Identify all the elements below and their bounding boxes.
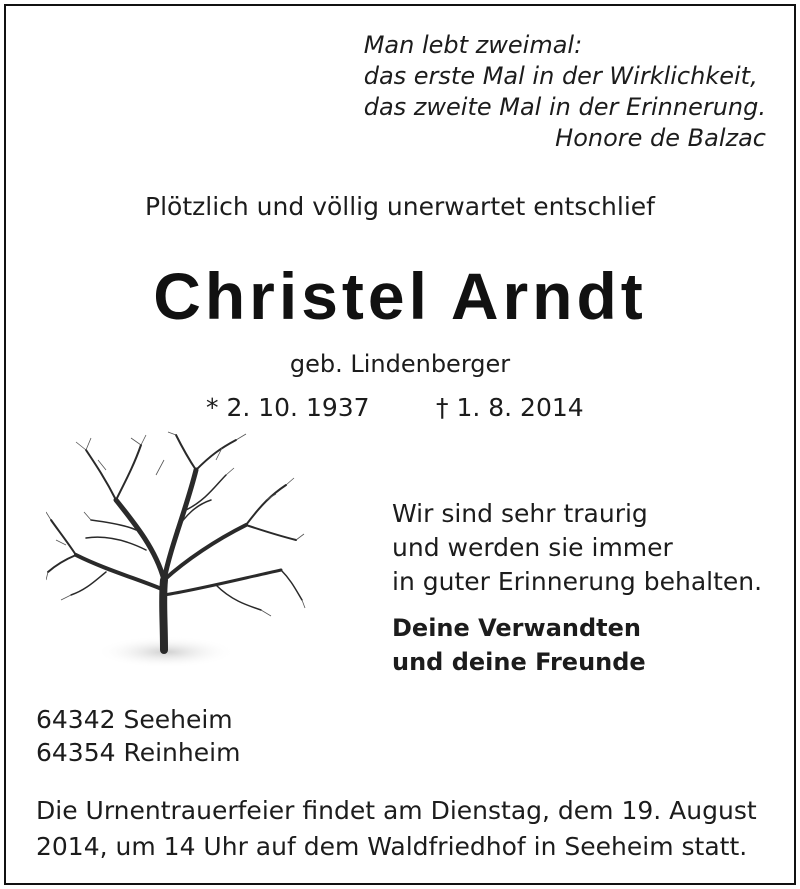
birth-date: * 2. 10. 1937 <box>206 393 370 422</box>
address-line: 64354 Reinheim <box>36 738 241 767</box>
address-line: 64342 Seeheim <box>36 705 233 734</box>
mourning-text <box>392 497 762 599</box>
funeral-info <box>36 793 757 865</box>
addresses <box>36 703 240 769</box>
death-date: † 1. 8. 2014 <box>436 393 584 422</box>
quote-line: Man lebt zweimal: <box>363 31 583 59</box>
signature <box>392 611 646 679</box>
quote-line: das zweite Mal in der Erinnerung. <box>363 93 766 121</box>
mourning-line: in guter Erinnerung behalten. <box>392 567 763 596</box>
quote-author: Honore de Balzac <box>555 124 766 152</box>
deceased-name: Christel Arndt <box>153 259 647 333</box>
signature-line: Deine Verwandten <box>392 614 641 642</box>
signature-line: und deine Freunde <box>392 648 646 676</box>
intro-text: Plötzlich und völlig unerwartet entschlief <box>145 192 655 221</box>
quote-line: das erste Mal in der Wirklichkeit, <box>363 62 758 90</box>
mourning-line: Wir sind sehr traurig <box>392 499 648 528</box>
funeral-line: 2014, um 14 Uhr auf dem Waldfriedhof in Seeheim statt. <box>36 832 748 861</box>
funeral-line: Die Urnentrauerfeier findet am Dienstag, dem 19. August <box>36 796 757 825</box>
maiden-name: geb. Lindenberger <box>289 350 511 378</box>
bare-tree-in-snow-icon <box>46 430 306 680</box>
epigraph-quote <box>364 30 766 154</box>
mourning-line: und werden sie immer <box>392 533 673 562</box>
